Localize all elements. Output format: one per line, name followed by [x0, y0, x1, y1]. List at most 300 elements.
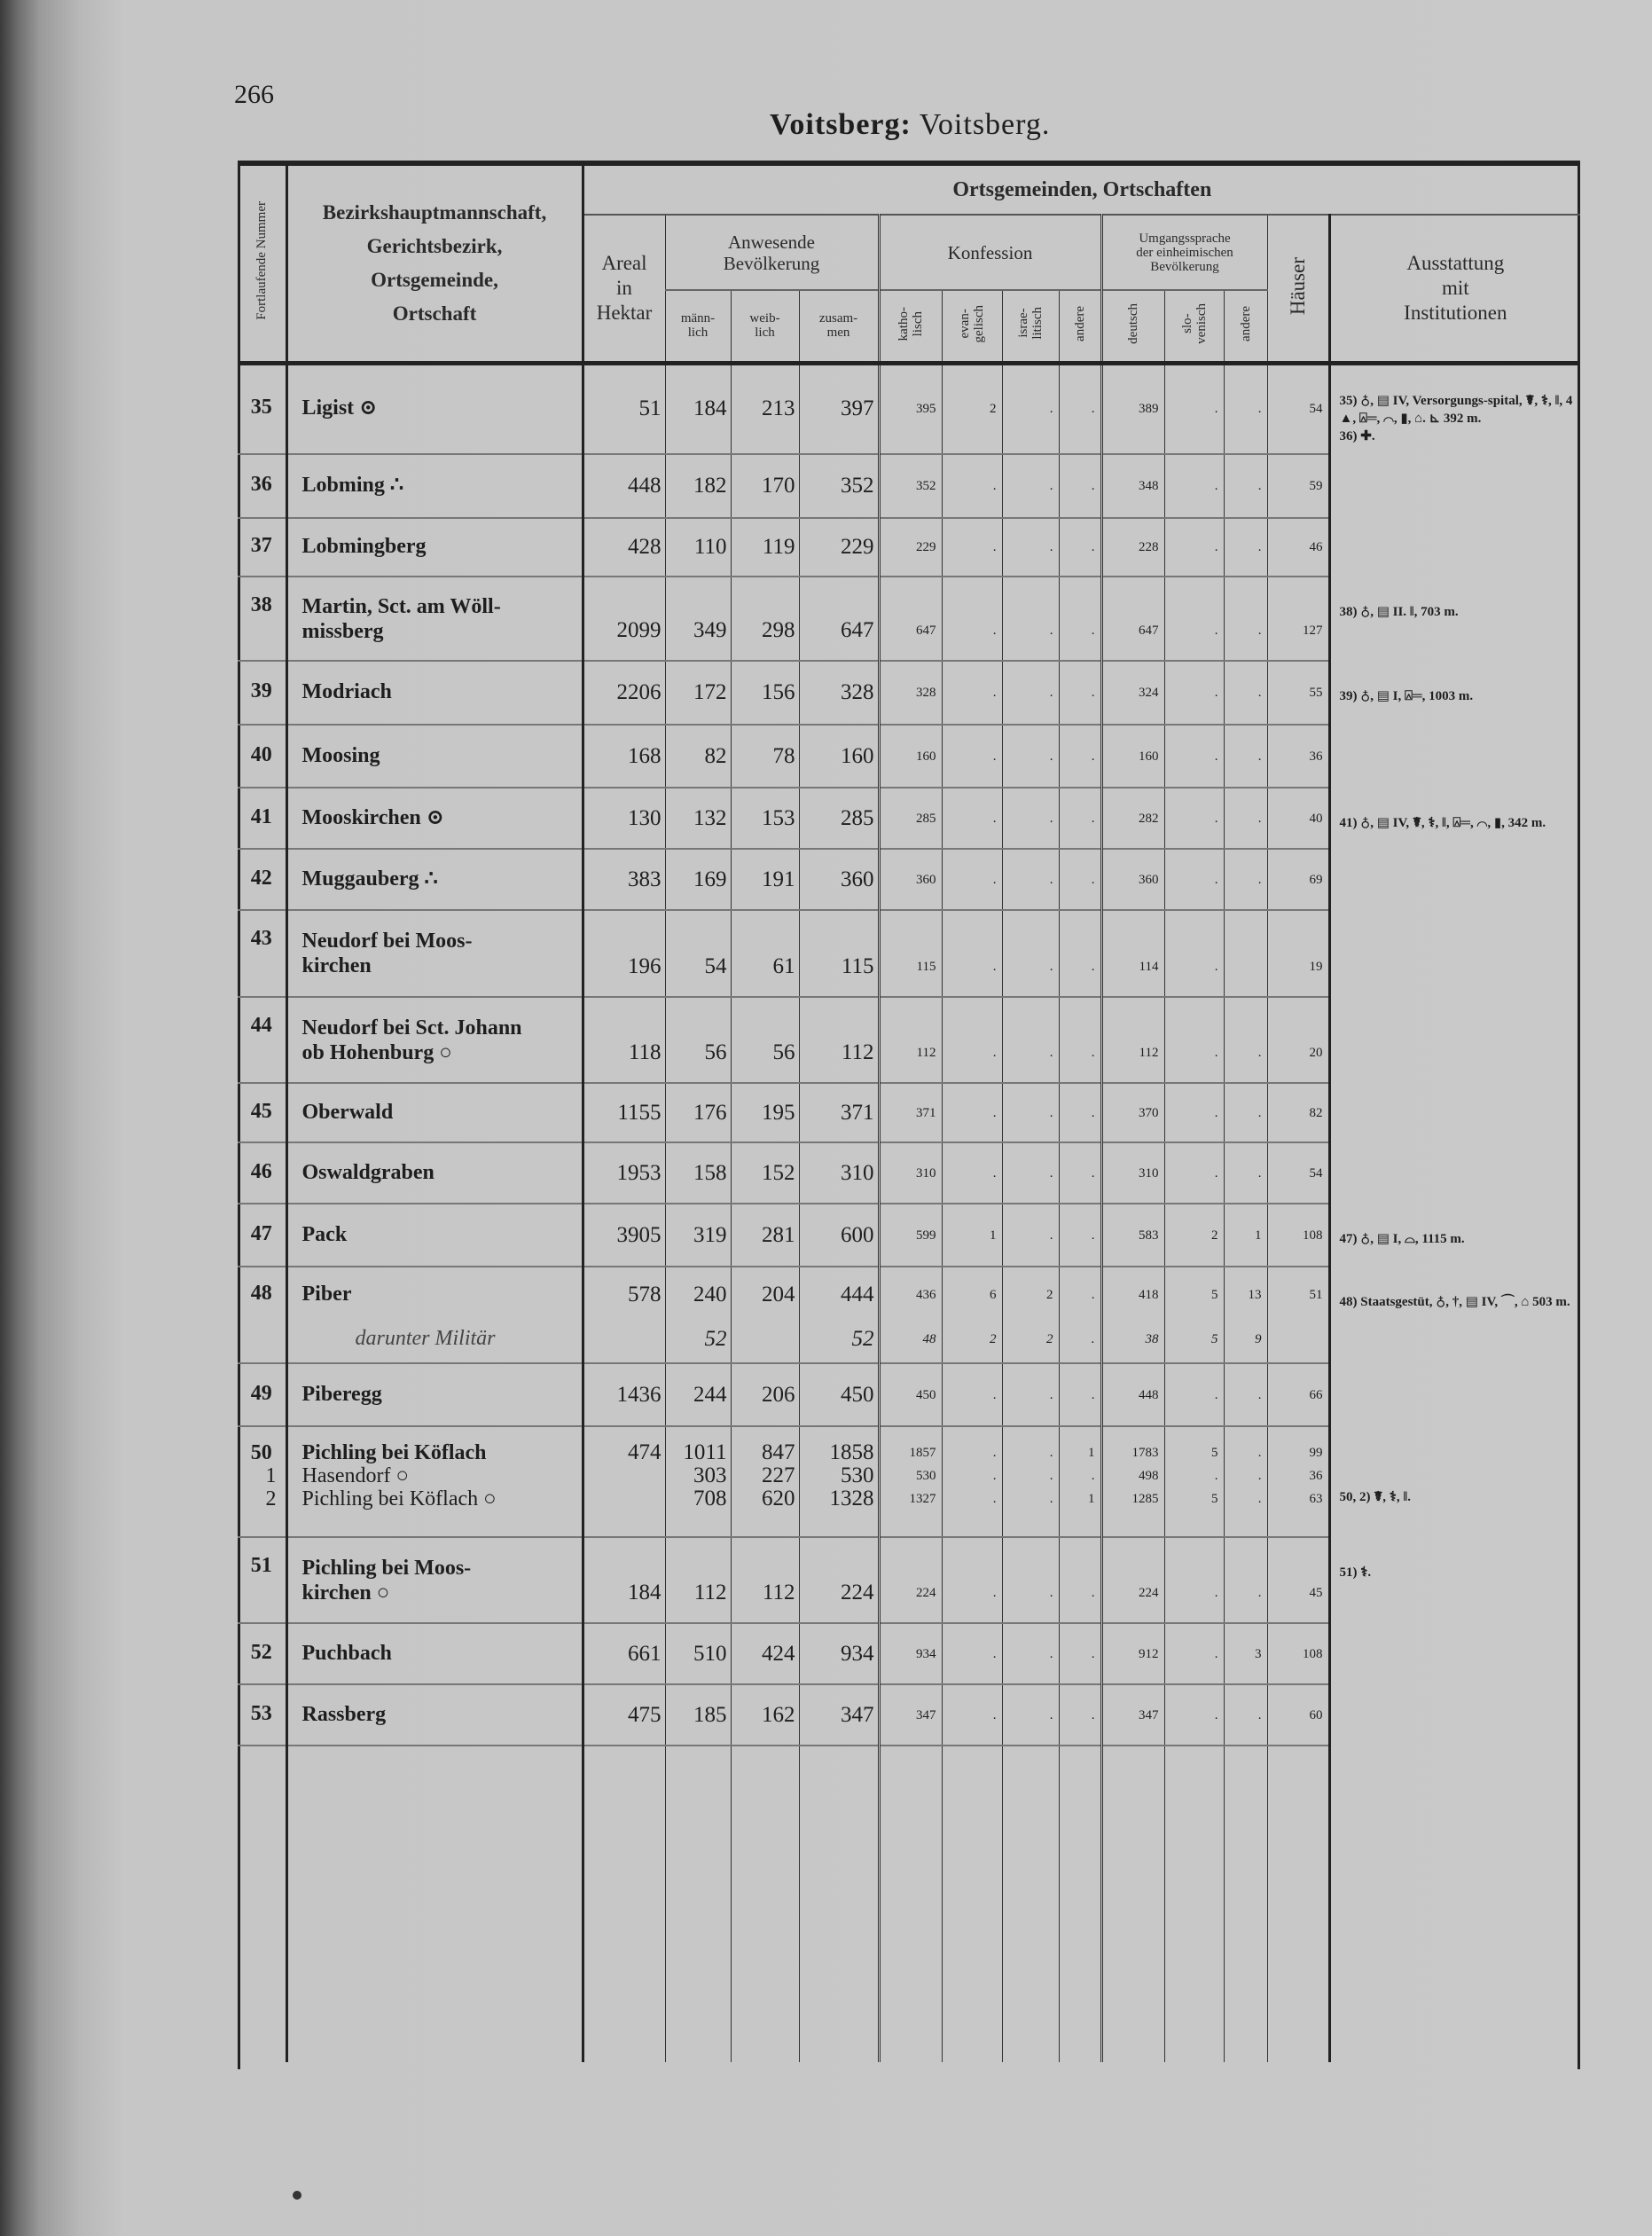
value-w: 56: [772, 1040, 795, 1064]
cell-areal: [583, 1426, 665, 1537]
cell-and: [1059, 849, 1101, 910]
value-slov: .: [1214, 811, 1218, 826]
cell-w: [731, 1267, 799, 1363]
cell-ausstattung: [1329, 788, 1580, 849]
value-isr: .: [1049, 1469, 1053, 1483]
place-name: Pichling bei Köflach ○: [301, 1487, 497, 1510]
cell-w: [731, 997, 799, 1083]
value-w: 170: [762, 474, 795, 498]
cell-and: [1059, 454, 1101, 518]
empty-cell: [1224, 1746, 1267, 2062]
cell-deutsch: [1101, 363, 1164, 454]
cell-and: [1059, 1623, 1101, 1684]
value-m: 169: [693, 867, 727, 891]
value-evang: .: [992, 540, 997, 554]
place-name: Puchbach: [301, 1641, 392, 1665]
empty-cell: [799, 1746, 879, 2062]
value-areal: 474: [628, 1440, 662, 1464]
cell-name: [286, 788, 583, 849]
value-isr: .: [1049, 540, 1053, 554]
value-evang: .: [992, 1469, 997, 1483]
header-slovenisch: [1164, 290, 1224, 363]
value-haeuser: 60: [1309, 1707, 1323, 1722]
table-row: [238, 1426, 1580, 1537]
value-nr: 45: [250, 1099, 272, 1123]
value-evang: .: [992, 1707, 997, 1722]
cell-slov: [1164, 997, 1224, 1083]
cell-z: [799, 1363, 879, 1426]
cell-m: [665, 1426, 731, 1537]
value-areal: 448: [628, 474, 662, 498]
value-z: 229: [841, 535, 874, 559]
value-z: 444: [841, 1283, 874, 1306]
cell-m: [665, 1363, 731, 1426]
value-kath: 1327: [909, 1492, 936, 1506]
cell-and: [1059, 997, 1101, 1083]
value-and2: .: [1257, 1469, 1262, 1483]
value-and2: .: [1257, 1105, 1262, 1120]
value-isr: .: [1049, 1165, 1053, 1181]
title-court: Voitsberg.: [919, 108, 1051, 141]
value-haeuser: 108: [1303, 1646, 1323, 1661]
place-name: Martin, Sct. am Wöll- missberg: [301, 594, 501, 643]
cell-isr: [1002, 788, 1059, 849]
value-and: .: [1091, 1046, 1095, 1060]
value-isr: .: [1049, 402, 1053, 417]
value-evang: .: [992, 960, 997, 974]
value-w: 78: [772, 743, 795, 768]
value-evang: .: [992, 1492, 997, 1506]
value-w: 424: [762, 1641, 795, 1666]
cell-and: [1059, 1083, 1101, 1142]
cell-haeuser: [1267, 1684, 1329, 1746]
value-haeuser: 108: [1303, 1228, 1323, 1243]
cell-z: [799, 725, 879, 788]
place-name: Ligist ⊙: [301, 396, 378, 420]
value-slov: 5: [1211, 1288, 1218, 1302]
place-name: Moosing: [301, 743, 380, 767]
cell-and2: [1224, 454, 1267, 518]
cell-name: [286, 997, 583, 1083]
cell-isr: [1002, 661, 1059, 725]
cell-kath: [879, 1537, 942, 1623]
value-haeuser: [1268, 1326, 1323, 1353]
header-evangelisch-label: evan- gelisch: [958, 304, 986, 342]
cell-evang: [942, 1267, 1002, 1363]
value-evang: 2: [990, 402, 997, 417]
cell-areal: [583, 725, 665, 788]
value-and: .: [1091, 960, 1095, 974]
header-katholisch-label: katho- lisch: [896, 306, 925, 341]
value-deutsch: 418: [1139, 1288, 1159, 1302]
cell-isr: [1002, 1142, 1059, 1204]
cell-haeuser: [1267, 1537, 1329, 1623]
value-haeuser: 45: [1309, 1586, 1323, 1600]
value-w: 213: [762, 396, 795, 421]
empty-cell: [1329, 1746, 1580, 2062]
cell-evang: [942, 577, 1002, 661]
cell-m: [665, 1142, 731, 1204]
value-m: 708: [693, 1487, 727, 1510]
cell-areal: [583, 997, 665, 1083]
cell-w: [731, 1623, 799, 1684]
cell-areal: [583, 1363, 665, 1426]
value-w: 153: [762, 805, 795, 830]
cell-name: [286, 1426, 583, 1537]
cell-evang: [942, 1083, 1002, 1142]
value-m: 240: [693, 1283, 727, 1306]
cell-z: [799, 1142, 879, 1204]
cell-and2: [1224, 661, 1267, 725]
value-deutsch: 583: [1139, 1228, 1159, 1243]
value-kath: 347: [916, 1707, 936, 1722]
value-slov: .: [1214, 540, 1218, 554]
value-isr: .: [1049, 1586, 1053, 1600]
cell-z: [799, 849, 879, 910]
header-slovenisch-label: slo- venisch: [1179, 302, 1209, 344]
cell-m: [665, 910, 731, 997]
value-isr: .: [1049, 1228, 1053, 1243]
cell-haeuser: [1267, 454, 1329, 518]
header-ausstattung: Ausstattung mit Institutionen: [1329, 215, 1580, 363]
value-deutsch: 160: [1139, 749, 1159, 764]
header-israelitisch: [1002, 290, 1059, 363]
cell-slov: [1164, 1623, 1224, 1684]
cell-slov: [1164, 454, 1224, 518]
value-w: 119: [762, 535, 795, 559]
value-and: 1: [1088, 1446, 1095, 1460]
value-haeuser: 55: [1309, 686, 1323, 700]
cell-ausstattung: [1329, 849, 1580, 910]
cell-z: [799, 997, 879, 1083]
value-and: .: [1091, 1332, 1095, 1346]
table-row: [238, 577, 1580, 661]
value-deutsch: 347: [1139, 1707, 1159, 1722]
cell-evang: [942, 788, 1002, 849]
cell-deutsch: [1101, 1537, 1164, 1623]
cell-nr: [238, 1684, 286, 1746]
value-haeuser: 63: [1309, 1492, 1323, 1506]
value-and: 1: [1088, 1492, 1095, 1506]
empty-cell: [583, 1746, 665, 2062]
cell-and: [1059, 910, 1101, 997]
cell-w: [731, 725, 799, 788]
place-name: Pichling bei Köflach: [301, 1441, 487, 1464]
cell-ausstattung: [1329, 1204, 1580, 1267]
header-bevoelkerung: Anwesende Bevölkerung: [665, 215, 879, 290]
value-deutsch: 324: [1139, 686, 1159, 700]
value-evang: .: [992, 624, 997, 638]
header-israelitisch-label: israe- litisch: [1016, 307, 1045, 341]
value-m: 184: [693, 396, 727, 421]
value-and2: .: [1257, 1165, 1262, 1181]
place-name: Piberegg: [301, 1382, 382, 1406]
table-row: [238, 1623, 1580, 1684]
cell-slov: [1164, 910, 1224, 997]
value-deutsch: 912: [1139, 1646, 1159, 1661]
table-row: [238, 363, 1580, 454]
value-m: 56: [704, 1040, 727, 1064]
value-isr: .: [1049, 1446, 1053, 1460]
value-and: .: [1091, 1165, 1095, 1181]
cell-slov: [1164, 1142, 1224, 1204]
value-nr: 2: [265, 1487, 277, 1510]
value-deutsch: 228: [1139, 540, 1159, 554]
value-isr: .: [1049, 811, 1053, 826]
cell-nr: [238, 661, 286, 725]
value-m: 244: [693, 1382, 727, 1407]
cell-evang: [942, 997, 1002, 1083]
cell-z: [799, 1083, 879, 1142]
cell-slov: [1164, 1426, 1224, 1537]
value-isr: 2: [1046, 1332, 1053, 1346]
value-kath: 934: [916, 1646, 936, 1661]
cell-m: [665, 1267, 731, 1363]
cell-name: [286, 1204, 583, 1267]
value-and: .: [1091, 1387, 1095, 1402]
cell-slov: [1164, 661, 1224, 725]
place-name: Modriach: [301, 680, 392, 703]
value-z: 224: [841, 1581, 874, 1604]
value-and2: .: [1257, 402, 1262, 417]
cell-and: [1059, 1684, 1101, 1746]
value-deutsch: 282: [1139, 811, 1159, 826]
value-kath: 647: [916, 624, 936, 638]
cell-name: [286, 1537, 583, 1623]
value-w: 191: [762, 867, 795, 891]
cell-areal: [583, 1623, 665, 1684]
cell-evang: [942, 1204, 1002, 1267]
cell-m: [665, 997, 731, 1083]
value-m: 52: [704, 1327, 727, 1351]
cell-isr: [1002, 1363, 1059, 1426]
value-z: 360: [841, 867, 874, 891]
cell-isr: [1002, 1623, 1059, 1684]
value-isr: .: [1049, 1646, 1053, 1661]
place-name: Piber: [301, 1283, 352, 1306]
value-nr: 46: [250, 1159, 272, 1183]
cell-kath: [879, 454, 942, 518]
cell-and2: [1224, 1623, 1267, 1684]
cell-m: [665, 363, 731, 454]
value-kath: 352: [916, 479, 936, 493]
cell-isr: [1002, 1267, 1059, 1363]
cell-haeuser: [1267, 1142, 1329, 1204]
value-slov: .: [1214, 1586, 1218, 1600]
value-isr: .: [1049, 960, 1053, 974]
value-m: 176: [693, 1100, 727, 1125]
value-slov: .: [1214, 1646, 1218, 1661]
value-areal: 578: [628, 1283, 662, 1306]
place-name: Pack: [301, 1222, 348, 1246]
value-and: .: [1091, 872, 1095, 887]
value-w: 152: [762, 1160, 795, 1185]
cell-z: [799, 1537, 879, 1623]
cell-z: [799, 910, 879, 997]
cell-ausstattung: [1329, 661, 1580, 725]
cell-nr: [238, 1204, 286, 1267]
table-row: [238, 1142, 1580, 1204]
cell-and2: [1224, 518, 1267, 577]
cell-m: [665, 1537, 731, 1623]
value-slov: .: [1214, 1165, 1218, 1181]
cell-nr: [238, 997, 286, 1083]
cell-areal: [583, 849, 665, 910]
value-kath: 224: [916, 1586, 936, 1600]
value-w: 227: [762, 1463, 795, 1487]
cell-name: [286, 454, 583, 518]
value-isr: .: [1049, 1492, 1053, 1506]
cell-kath: [879, 1142, 942, 1204]
value-and: .: [1091, 479, 1095, 493]
cell-evang: [942, 1623, 1002, 1684]
cell-m: [665, 1623, 731, 1684]
cell-haeuser: [1267, 1267, 1329, 1363]
value-nr: 53: [250, 1701, 272, 1725]
value-z: 328: [841, 680, 874, 704]
cell-and: [1059, 363, 1101, 454]
value-haeuser: 59: [1309, 479, 1323, 493]
cell-w: [731, 1363, 799, 1426]
cell-z: [799, 1684, 879, 1746]
cell-m: [665, 1083, 731, 1142]
cell-kath: [879, 1083, 942, 1142]
cell-z: [799, 363, 879, 454]
cell-deutsch: [1101, 788, 1164, 849]
cell-evang: [942, 1142, 1002, 1204]
value-haeuser: 127: [1303, 624, 1323, 638]
value-slov: .: [1214, 402, 1218, 417]
cell-areal: [583, 661, 665, 725]
value-evang: .: [992, 1586, 997, 1600]
cell-isr: [1002, 1083, 1059, 1142]
value-areal: 196: [628, 954, 662, 978]
value-and: .: [1091, 402, 1095, 417]
cell-kath: [879, 518, 942, 577]
cell-haeuser: [1267, 788, 1329, 849]
cell-and2: [1224, 1426, 1267, 1537]
cell-nr: [238, 1623, 286, 1684]
value-areal: 3905: [616, 1222, 662, 1247]
cell-name: [286, 363, 583, 454]
institution-note: 38) ♁, ▤ II. ‖, 703 m.: [1339, 605, 1459, 619]
cell-nr: [238, 1363, 286, 1426]
value-deutsch: 1783: [1131, 1446, 1159, 1460]
cell-slov: [1164, 518, 1224, 577]
cell-ausstattung: [1329, 997, 1580, 1083]
value-and2: 1: [1255, 1228, 1262, 1243]
cell-kath: [879, 1623, 942, 1684]
value-nr: [238, 1326, 286, 1353]
cell-areal: [583, 1083, 665, 1142]
cell-name: [286, 849, 583, 910]
cell-m: [665, 661, 731, 725]
cell-isr: [1002, 725, 1059, 788]
cell-isr: [1002, 518, 1059, 577]
value-m: 185: [693, 1702, 727, 1727]
cell-haeuser: [1267, 363, 1329, 454]
cell-name: [286, 725, 583, 788]
cell-evang: [942, 910, 1002, 997]
cell-ausstattung: [1329, 454, 1580, 518]
cell-deutsch: [1101, 1204, 1164, 1267]
value-z: 397: [841, 396, 874, 421]
header-haeuser: [1267, 215, 1329, 363]
value-z: 530: [841, 1463, 874, 1487]
cell-and2: [1224, 1363, 1267, 1426]
cell-ausstattung: [1329, 1363, 1580, 1426]
value-and2: 3: [1255, 1646, 1262, 1661]
cell-and2: [1224, 363, 1267, 454]
value-nr: 41: [250, 804, 272, 828]
cell-m: [665, 1684, 731, 1746]
cell-evang: [942, 1684, 1002, 1746]
value-w: [732, 1326, 795, 1353]
cell-slov: [1164, 788, 1224, 849]
value-and2: .: [1257, 479, 1262, 493]
cell-haeuser: [1267, 997, 1329, 1083]
value-z: 1328: [829, 1487, 874, 1510]
value-slov: .: [1214, 872, 1218, 887]
title-district: Voitsberg:: [770, 108, 912, 141]
value-and2: [1225, 953, 1262, 980]
empty-cell: [1002, 1746, 1059, 2062]
cell-kath: [879, 849, 942, 910]
value-slov: 2: [1211, 1228, 1218, 1243]
cell-isr: [1002, 1684, 1059, 1746]
cell-haeuser: [1267, 1204, 1329, 1267]
cell-isr: [1002, 577, 1059, 661]
place-name: darunter Militär: [355, 1327, 496, 1350]
place-name: Neudorf bei Sct. Johann ob Hohenburg ○: [301, 1016, 522, 1064]
value-kath: 310: [916, 1165, 936, 1181]
cell-and2: [1224, 725, 1267, 788]
cell-w: [731, 1684, 799, 1746]
place-name: Oberwald: [301, 1100, 394, 1124]
value-areal: 184: [628, 1581, 662, 1604]
value-and2: .: [1257, 686, 1262, 700]
value-deutsch: 448: [1139, 1387, 1159, 1402]
value-w: 61: [772, 954, 795, 978]
cell-and2: [1224, 1204, 1267, 1267]
header-name: Bezirkshauptmannschaft, Gerichtsbezirk, Ortsgemeinde, Ortschaft: [286, 166, 583, 363]
cell-nr: [238, 849, 286, 910]
cell-z: [799, 1426, 879, 1537]
table-row: [238, 1204, 1580, 1267]
value-z: 352: [841, 474, 874, 498]
value-and2: .: [1257, 811, 1262, 826]
value-evang: .: [992, 1646, 997, 1661]
value-nr: 52: [250, 1640, 272, 1664]
value-and2: 9: [1255, 1332, 1262, 1346]
value-m: 112: [693, 1581, 727, 1604]
cell-z: [799, 518, 879, 577]
header-andere-sprache-label: andere: [1238, 305, 1253, 341]
cell-slov: [1164, 1537, 1224, 1623]
cell-w: [731, 518, 799, 577]
value-and: .: [1091, 749, 1095, 764]
value-m: 132: [693, 805, 727, 830]
table-row: [238, 1684, 1580, 1746]
cell-and: [1059, 788, 1101, 849]
value-m: 303: [693, 1463, 727, 1487]
header-sprache: Umgangssprache der einheimischen Bevölkerung: [1101, 215, 1267, 290]
value-haeuser: 66: [1309, 1387, 1323, 1402]
cell-ausstattung: [1329, 1083, 1580, 1142]
cell-haeuser: [1267, 725, 1329, 788]
header-andere-konf: [1059, 290, 1101, 363]
cell-name: [286, 1142, 583, 1204]
